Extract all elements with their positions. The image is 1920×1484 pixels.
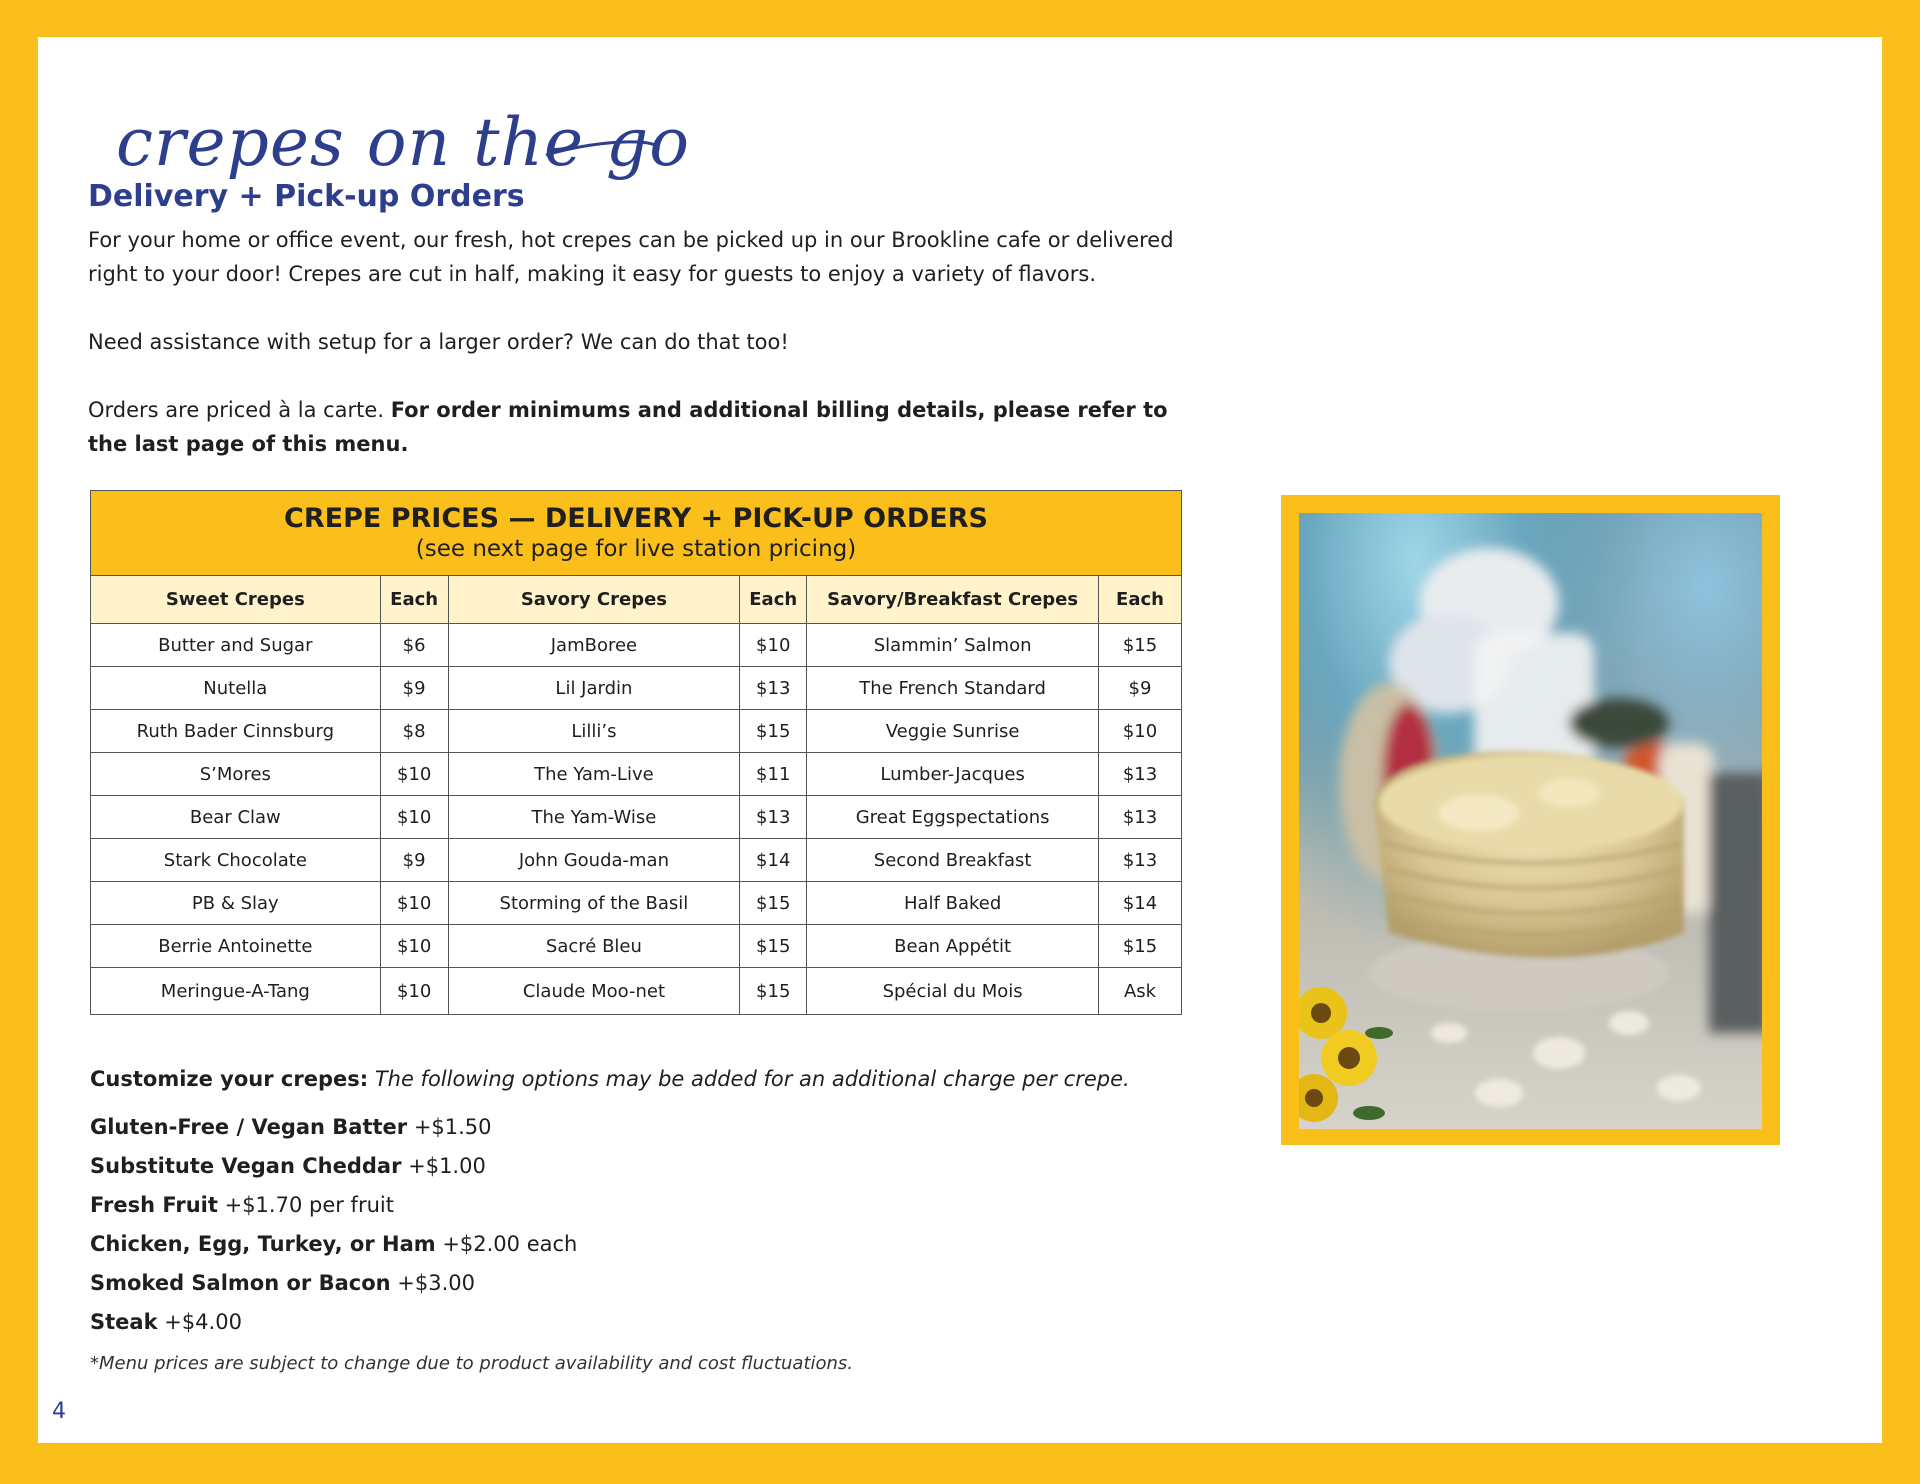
intro-paragraph-3-plain: Orders are priced à la carte. bbox=[88, 398, 391, 422]
menu-page bbox=[38, 37, 1882, 1443]
table-row bbox=[91, 839, 1182, 882]
table-row bbox=[91, 753, 1182, 796]
crepe-price-table bbox=[90, 490, 1182, 1015]
table-cell: The Yam-Wise bbox=[448, 796, 740, 839]
table-row bbox=[91, 624, 1182, 667]
addon-price: +$3.00 bbox=[390, 1271, 475, 1295]
table-cell: $8 bbox=[380, 710, 448, 753]
table-cell: Ask bbox=[1099, 968, 1182, 1015]
table-cell: Great Eggspectations bbox=[807, 796, 1099, 839]
table-cell: $6 bbox=[380, 624, 448, 667]
table-cell: S’Mores bbox=[91, 753, 381, 796]
crepe-stack-illustration bbox=[1299, 513, 1762, 1129]
customize-intro bbox=[90, 1064, 1190, 1094]
table-cell: $10 bbox=[740, 624, 807, 667]
table-cell: $15 bbox=[740, 925, 807, 968]
table-cell: JamBoree bbox=[448, 624, 740, 667]
table-cell: Lilli’s bbox=[448, 710, 740, 753]
table-cell: John Gouda-man bbox=[448, 839, 740, 882]
table-cell: $13 bbox=[740, 796, 807, 839]
column-header: Each bbox=[380, 576, 448, 624]
addon-item bbox=[90, 1264, 1190, 1303]
photo-frame bbox=[1281, 495, 1780, 1145]
table-subtitle: (see next page for live station pricing) bbox=[415, 536, 857, 562]
column-header: Each bbox=[740, 576, 807, 624]
table-cell: $10 bbox=[380, 968, 448, 1015]
intro-text bbox=[88, 223, 1198, 495]
table-cell: Half Baked bbox=[807, 882, 1099, 925]
table-row bbox=[91, 667, 1182, 710]
table-cell: $9 bbox=[1099, 667, 1182, 710]
addon-name: Gluten-Free / Vegan Batter bbox=[90, 1115, 408, 1139]
table-cell: Lil Jardin bbox=[448, 667, 740, 710]
customize-lead: Customize your crepes: bbox=[90, 1067, 369, 1091]
table-row bbox=[91, 796, 1182, 839]
section-heading: Delivery + Pick-up Orders bbox=[88, 179, 525, 214]
addon-name: Substitute Vegan Cheddar bbox=[90, 1154, 402, 1178]
column-header: Each bbox=[1099, 576, 1182, 624]
column-header: Savory/Breakfast Crepes bbox=[807, 576, 1099, 624]
script-title-text: crepes on the go bbox=[116, 104, 691, 181]
table-cell: $10 bbox=[380, 882, 448, 925]
table-cell: PB & Slay bbox=[91, 882, 381, 925]
table-cell: $15 bbox=[740, 710, 807, 753]
addon-item bbox=[90, 1186, 1190, 1225]
table-row bbox=[91, 968, 1182, 1015]
table-cell: $14 bbox=[1099, 882, 1182, 925]
sunflowers bbox=[1299, 987, 1393, 1122]
table-cell: $9 bbox=[380, 667, 448, 710]
table-cell: The Yam-Live bbox=[448, 753, 740, 796]
table-cell: Second Breakfast bbox=[807, 839, 1099, 882]
table-row bbox=[91, 925, 1182, 968]
addon-name: Smoked Salmon or Bacon bbox=[90, 1271, 391, 1295]
customize-section bbox=[90, 1064, 1190, 1342]
table-cell: $13 bbox=[740, 667, 807, 710]
table-cell: Berrie Antoinette bbox=[91, 925, 381, 968]
page-number: 4 bbox=[52, 1399, 66, 1424]
intro-paragraph-1: For your home or office event, our fresh, hot crepes can be picked up in our Brookline cafe or delivered right to your door! Crepes are cut in half, making it easy for guests to enjoy a variety of flavors. bbox=[88, 228, 1174, 286]
table-cell: $15 bbox=[1099, 624, 1182, 667]
table-cell: Slammin’ Salmon bbox=[807, 624, 1099, 667]
addon-name: Fresh Fruit bbox=[90, 1193, 218, 1217]
addon-price: +$1.00 bbox=[401, 1154, 486, 1178]
table-cell: Nutella bbox=[91, 667, 381, 710]
intro-paragraph-2: Need assistance with setup for a larger order? We can do that too! bbox=[88, 330, 789, 354]
table-cell: Butter and Sugar bbox=[91, 624, 381, 667]
table-cell: $10 bbox=[380, 925, 448, 968]
table-cell: Ruth Bader Cinnsburg bbox=[91, 710, 381, 753]
addon-item bbox=[90, 1147, 1190, 1186]
table-cell: $15 bbox=[740, 882, 807, 925]
table-cell: Bear Claw bbox=[91, 796, 381, 839]
addon-item bbox=[90, 1108, 1190, 1147]
column-header: Sweet Crepes bbox=[91, 576, 381, 624]
addon-price: +$4.00 bbox=[157, 1310, 242, 1334]
table-cell: $13 bbox=[1099, 839, 1182, 882]
table-title-row bbox=[91, 491, 1182, 576]
addon-name: Steak bbox=[90, 1310, 158, 1334]
addon-price: +$2.00 each bbox=[435, 1232, 578, 1256]
table-cell: $13 bbox=[1099, 796, 1182, 839]
table-cell: Storming of the Basil bbox=[448, 882, 740, 925]
table-cell: $15 bbox=[1099, 925, 1182, 968]
addon-item bbox=[90, 1225, 1190, 1264]
addon-price: +$1.70 per fruit bbox=[217, 1193, 394, 1217]
intro-paragraph-3-bold: For order minimums and additional billing details, please refer to the last page of this menu. bbox=[88, 398, 1168, 456]
table-cell: $14 bbox=[740, 839, 807, 882]
table-title: CREPE PRICES — DELIVERY + PICK-UP ORDERS bbox=[284, 503, 988, 534]
addon-item bbox=[90, 1303, 1190, 1342]
table-cell: Sacré Bleu bbox=[448, 925, 740, 968]
table-cell: Meringue-A-Tang bbox=[91, 968, 381, 1015]
table-cell: $10 bbox=[1099, 710, 1182, 753]
table-header-row bbox=[91, 576, 1182, 624]
table-cell: $10 bbox=[380, 753, 448, 796]
table-cell: Veggie Sunrise bbox=[807, 710, 1099, 753]
table-title-cell bbox=[91, 491, 1182, 576]
column-header: Savory Crepes bbox=[448, 576, 740, 624]
table-cell: Bean Appétit bbox=[807, 925, 1099, 968]
table-cell: The French Standard bbox=[807, 667, 1099, 710]
table-cell: Spécial du Mois bbox=[807, 968, 1099, 1015]
addon-name: Chicken, Egg, Turkey, or Ham bbox=[90, 1232, 436, 1256]
table-row bbox=[91, 710, 1182, 753]
table-cell: $10 bbox=[380, 796, 448, 839]
intro-paragraph-3 bbox=[88, 393, 1198, 461]
price-disclaimer: *Menu prices are subject to change due to product availability and cost fluctuations. bbox=[90, 1353, 854, 1374]
table-cell: Stark Chocolate bbox=[91, 839, 381, 882]
table-cell: $11 bbox=[740, 753, 807, 796]
table-cell: Claude Moo-net bbox=[448, 968, 740, 1015]
table-cell: $15 bbox=[740, 968, 807, 1015]
table-cell: Lumber-Jacques bbox=[807, 753, 1099, 796]
customize-note: The following options may be added for an additional charge per crepe. bbox=[368, 1067, 1130, 1091]
crepe-stack-photo bbox=[1299, 513, 1762, 1129]
table-cell: $13 bbox=[1099, 753, 1182, 796]
table-cell: $9 bbox=[380, 839, 448, 882]
addon-price: +$1.50 bbox=[407, 1115, 492, 1139]
table-row bbox=[91, 882, 1182, 925]
